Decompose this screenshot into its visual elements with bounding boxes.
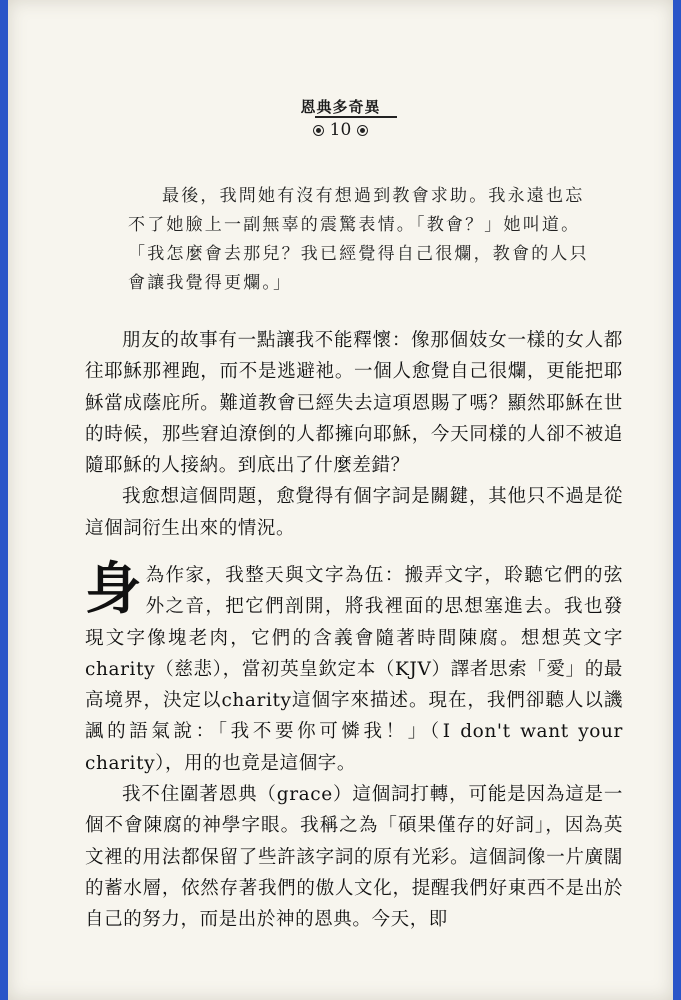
bullseye-ornament-icon <box>357 125 368 136</box>
section-one <box>85 325 623 544</box>
book-page <box>8 0 673 1000</box>
block-quote <box>128 182 598 298</box>
bullseye-ornament-icon <box>313 125 324 136</box>
paragraph-text: 為作家，我整天與文字為伍：搬弄文字，聆聽它們的弦外之音，把它們剖開，將我裡面的思想塞進去。我也發現文字像塊老肉，它們的含義會隨著時間陳腐。想想英文字charity（慈悲），當初英皇欽定本（KJV）譯者思索「愛」的最高境界，決定以charity這個字來描述。現在，我們卻聽人以譏諷的語氣說：「我不要你可憐我！」（I don't want your charity），用的也竟是這個字。 <box>85 565 623 774</box>
drop-cap: 身 <box>85 556 142 622</box>
page-number: 10 <box>329 120 352 140</box>
section-two <box>85 556 623 936</box>
paragraph: 我不住圍著恩典（grace）這個詞打轉，可能是因為這是一個不會陳腐的神學字眼。我稱之為「碩果僅存的好詞」，因為英文裡的用法都保留了些許該字詞的原有光彩。這個詞像一片廣闊的蓄水層，依然存著我們的傲人文化，提醒我們好東西不是出於自己的努力，而是出於神的恩典。今天，即 <box>85 784 623 931</box>
quote-line: 「我怎麼會去那兒？我已經覺得自己很爛，教會的人只 <box>128 244 589 264</box>
running-header-title: 恩典多奇異 <box>300 98 381 116</box>
paragraph-with-dropcap <box>85 556 623 779</box>
quote-line: 不了她臉上一副無辜的震驚表情。「教會？」她叫道。 <box>128 215 581 235</box>
quote-line: 會讓我覺得更爛。」 <box>128 273 293 293</box>
header-rule <box>315 116 397 118</box>
paragraph: 我愈想這個問題，愈覺得有個字詞是關鍵，其他只不過是從這個詞衍生出來的情況。 <box>85 486 623 539</box>
page-number-row <box>8 120 673 140</box>
paragraph: 朋友的故事有一點讓我不能釋懷：像那個妓女一樣的女人都往耶穌那裡跑，而不是逃避祂。一個人愈覺自己很爛，更能把耶穌當成蔭庇所。難道教會已經失去這項恩賜了嗎？顯然耶穌在世的時候，那些窘迫潦倒的人都擁向耶穌，今天同樣的人卻不被追隨耶穌的人接納。到底出了什麼差錯？ <box>85 330 623 477</box>
quote-line: 最後，我問她有沒有想過到教會求助。我永遠也忘 <box>162 186 585 206</box>
